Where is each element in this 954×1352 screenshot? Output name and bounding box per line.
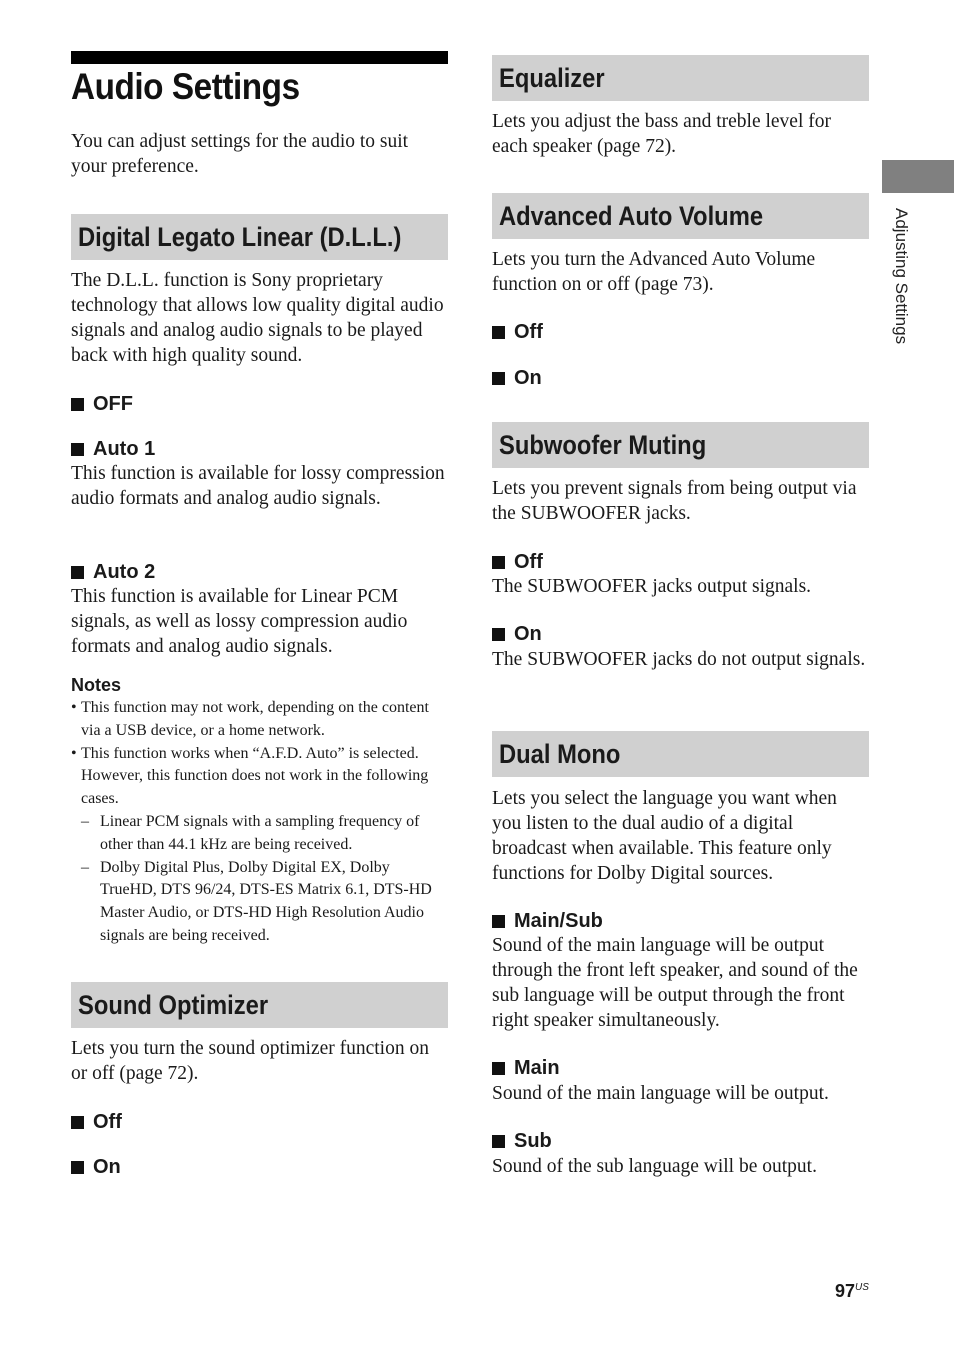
bullet: • [71,699,77,716]
option-label: Main/Sub [514,910,603,932]
option-label: OFF [93,393,133,415]
square-bullet-icon [492,556,505,569]
dash: – [81,812,89,830]
dual-mono-main-text: Sound of the main language will be output. [492,1083,829,1104]
dash: – [81,858,89,876]
intro-text: You can adjust settings for the audio to suit your preference. [71,131,409,177]
note-item [71,743,448,948]
section-heading-subwoofer-muting [492,422,869,468]
square-bullet-icon [492,915,505,928]
square-bullet-icon [71,1116,84,1129]
option-label: Off [514,551,543,573]
option-label: On [514,623,542,645]
note-text: This function may not work, depending on the content via a USB device, or a home network. [81,699,429,739]
square-bullet-icon [492,628,505,641]
option-label: On [514,367,542,389]
square-bullet-icon [492,1062,505,1075]
chapter-label: Adjusting Settings [892,208,911,345]
subwoofer-option-on [492,622,869,646]
subwoofer-off-text: The SUBWOOFER jacks output signals. [492,576,812,597]
option-label: Off [93,1111,122,1133]
section-heading-equalizer [492,55,869,101]
sound-optimizer-option-off [71,1110,448,1134]
dll-option-auto2 [71,560,448,584]
section-heading-dual-mono [492,731,869,777]
bullet: • [71,744,77,762]
advanced-auto-volume-option-on [492,366,869,390]
dll-auto1-text: This function is available for lossy compression audio formats and analog audio signals. [71,463,445,509]
dll-option-auto1 [71,437,448,461]
dll-option-off [71,392,448,416]
equalizer-description: Lets you adjust the bass and treble level for each speaker (page 72). [492,111,831,157]
section-heading-sound-optimizer [71,982,448,1028]
notes-list [71,697,448,948]
note-case-text: Dolby Digital Plus, Dolby Digital EX, Dolby TrueHD, DTS 96/24, DTS-ES Matrix 6.1, DTS-HD Master Audio, or DTS-HD High Resolution Audio signals are being received. [100,858,432,944]
page-number [835,1281,869,1302]
advanced-auto-volume-description: Lets you turn the Advanced Auto Volume function on or off (page 73). [492,249,816,295]
section-heading-dll [71,214,448,260]
dual-mono-sub-text: Sound of the sub language will be output. [492,1156,817,1177]
equalizer-heading: Equalizer [499,63,605,93]
note-cases-list [81,811,448,948]
square-bullet-icon [492,372,505,385]
note-case [81,857,448,948]
dual-mono-option-main [492,1056,869,1080]
option-label: Auto 1 [93,438,156,460]
sound-optimizer-description: Lets you turn the sound optimizer function on or off (page 72). [71,1038,429,1084]
dll-description: The D.L.L. function is Sony proprietary technology that allows low quality digital audio signals and analog audio signals to be played back with high quality sound. [71,270,444,366]
dual-mono-main-sub-text: Sound of the main language will be output through the front left speaker, and sound of the sub language will be output through the front right speaker simultaneously. [492,935,858,1031]
subwoofer-on-text: The SUBWOOFER jacks do not output signals. [492,649,866,670]
square-bullet-icon [71,443,84,456]
subwoofer-option-off [492,550,869,574]
note-item [71,697,448,743]
page-number-suffix: US [855,1282,869,1293]
option-label: Main [514,1057,560,1079]
dual-mono-description: Lets you select the language you want when you listen to the dual audio of a digital broadcast when available. This feature only functions for Dolby Digital sources. [492,788,837,884]
page-title: Audio Settings [71,66,300,107]
note-case-text: Linear PCM signals with a sampling frequency of other than 44.1 kHz are being received. [100,812,420,853]
square-bullet-icon [71,398,84,411]
dual-mono-option-sub [492,1129,869,1153]
option-label: Sub [514,1130,552,1152]
advanced-auto-volume-heading: Advanced Auto Volume [499,201,764,231]
note-text: This function works when “A.F.D. Auto” is selected. However, this function does not work in the following cases. [81,744,429,808]
square-bullet-icon [492,326,505,339]
dual-mono-heading: Dual Mono [499,739,621,769]
square-bullet-icon [492,1135,505,1148]
chapter-tab [882,160,954,193]
page-number-value: 97 [835,1281,856,1301]
option-label: On [93,1156,121,1178]
option-label: Auto 2 [93,561,156,583]
section-heading-advanced-auto-volume [492,193,869,239]
advanced-auto-volume-option-off [492,320,869,344]
sound-optimizer-heading: Sound Optimizer [78,990,269,1020]
option-label: Off [514,321,543,343]
dll-auto2-text: This function is available for Linear PCM signals, as well as lossy compression audio formats and analog audio signals. [71,586,408,657]
sound-optimizer-option-on [71,1155,448,1179]
square-bullet-icon [71,566,84,579]
square-bullet-icon [71,1161,84,1174]
notes-heading: Notes [71,675,122,695]
dll-heading: Digital Legato Linear (D.L.L.) [78,222,402,252]
subwoofer-muting-description: Lets you prevent signals from being output via the SUBWOOFER jacks. [492,478,857,524]
dual-mono-option-main-sub [492,909,869,933]
note-case [81,811,448,857]
subwoofer-muting-heading: Subwoofer Muting [499,430,707,460]
